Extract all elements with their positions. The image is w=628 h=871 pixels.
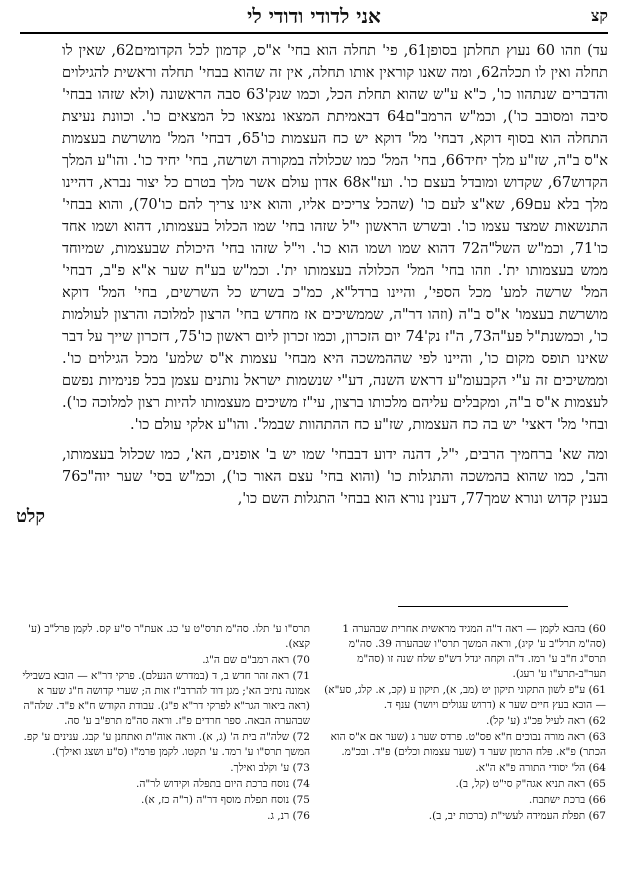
footnote: 61) ע"פ לשון התקוני תיקון יט (מב, א), תיקון ע (קכ, א. קלג, סע"א) — הובא בעץ חיים שער א (דרוש עגולים ויושר) ענף ד. (324, 684, 606, 711)
paragraph-text: ומה שא' ברחמיך הרבים, י"ל, דהנה ידוע דבבחי' שמו יש ב' אופנים, הא', כמו שכלול בעצמותו, והב', כמו שהוא בהמשכה והתגלות כו' (והוא בחי' עצם האור כו'), וכמ"ש בסי' שער יוה"כ76 בענין קדוש ונורא שמך77, דענין נורא הוא בבחי' התגלות השם כו', (62, 447, 608, 507)
footnote: 66) ברכת ישתבח. (528, 794, 606, 806)
paragraph-text: עד) וזהו 60 נעוץ תחלתן בסופן61, פי' תחלה הוא בחי' א"ס, קדמון לכל הקדומים62, שאין לו תחלה ואין לו תכלה62, ומה שאנו קוראין אותו תחלה, אין זה שהוא בבחי' תחלה וראשית להגילוים והדברים שנתהוו כו', כ"א ע"ש שהוא תחלת הכל, וכמו שנק'63 סבה הראשונה (ולא שזהו בבחי' סיבה ומסובב כו'), וכמ"ש הרמב"ם64 דבאמיתת המצאו נמצאו כל המצאים כו'. וכוונת נעיצת התחלה הוא בסוף דוקא, דבחי' מל' דוקא יש כח העצמות כו'65, דבחי' המל' מושרשת בעצמות א"ס ב"ה, שז"ע מלך יחיד66, בחי' המל' כמו שכלולה במקורה ושרשה, בחי' יחיד כו'. והו"ע המלך הקדוש67, שקדוש ומובדל בעצם כו'. ועז"א68 אדון עולם אשר מלך בטרם כל יצור נברא, דהיינו מלך בלא עם69, שא"צ לעם כו' (שהכל צריכים אליו, והוא אינו צריך להם כו'70), והוא בבחי' התנשאות שמצד עצמו כו'. ובשרש הראשון י"ל שזהו בחי' שמו הכלול בעצמותו, דהוא ושמו אחד כו'71, וכמ"ש השל"ה72 דהוא שמו ושמו הוא כו'. וי"ל שזהו בחי' היכולת שבעצמות, שמיוחד ממש בעצמותו ית'. וזהו בחי' המל' הכלולה בעצמותו ית'. וכמ"ש בע"ח שער א"א פ"ב, דבחי' המל' שרשה למע' מכל הספי', והיינו ברדל"א, כמ"כ בשרש כל השרשים, בחי' המל' דוקא מושרשת בעצמו' א"ס ב"ה (וזהו דר"ה, שממשיכים אז מחדש בחי' הרצון למלוכה והרצון לעולמות כו', וכמשנת"ל פע"ה73, ה"ז נק'74 יום הזכרון, וכמו זכרון ליום ראשון כו'75, דזכרון שייך על דבר שאינו תופס מקום כו', והיינו לפי שההמשכה היא מבחי' עצמות א"ס שלמע' מכל הגילוים כו'. וממשיכים זה ע"י הקבעומ"ע דראש השנה, דע"י שנשמות ישראל נותנים עצמן בכל פנימיות נפשם לעצמות א"ס ב"ה, ומקבלים עליהם מלכותו ברצון, עי"ז משיכים מעצמותו להיות רצון למלוכה כו'). ובחי' מל' דאצי' יש בה כח העצמות, שז"ע כח ההתהוות שבמל'. והו"ע אלקי עולם כו'. (62, 43, 609, 433)
footnote: 67) תפלת העמידה לעשי"ת (ברכות יב, ב). (428, 810, 606, 822)
footnote: 76) רנ, ג. (267, 810, 310, 822)
section-paragraph (62, 444, 608, 510)
footnote: 72) שלה"ה בית ה' (ג, א). וראה אוה"ת ואתחנן ע' קבג. ענינים ע' קפ. המשך תרס"ו ע' רמד. ע' תקטו. לקמן פרמ"ו (ס"ע ושצג ואילך). (23, 731, 310, 758)
footnote: 64) הל' יסודי התורה פ"א ה"א. (475, 762, 606, 774)
footnote: 60) בהבא לקמן — ראה ד"ה המגיד מראשית אחרית שבהערה 1 (סה"מ תרל"ב ע' קיג), וראה המשך תרס"ו שבהערה 39. סה"מ תרס"ג ח"ב ע' רמז. ד"ה וקחה יגדל דש"פ שלח שנה זו (סה"מ תער"ב-תרע"ו ע' רעג). (342, 623, 606, 680)
section-paragraph (62, 40, 608, 436)
page-number: קצ (591, 6, 608, 25)
running-header (20, 4, 608, 30)
footnote: 74) נוסח ברכת היום בתפלה וקידוש לר"ה. (136, 778, 310, 790)
footnote: 73) ע' וקלב ואילך. (230, 762, 310, 774)
footnotes-left-column (22, 622, 310, 825)
footnote-rule (398, 606, 568, 607)
footnote: 75) נוסח תפלת מוסף דר"ה (ר"ה כז, א). (141, 794, 310, 806)
main-text (62, 40, 608, 510)
footnote: 62) ראה לעיל פכ"ג (ע' קל). (486, 715, 606, 727)
footnote: 65) ראה תניא אגה"ק סי"ט (קל, ב). (455, 778, 606, 790)
header-rule (20, 32, 608, 34)
section-mark: קלט (16, 506, 45, 527)
footnotes-right-column (324, 622, 606, 825)
footnote: 70) ראה רמב"ם שם ה"ג. (202, 654, 310, 666)
footnote: 63) ראה מורה נבוכים ח"א פס"ט. פרדס שער ג (שער אם א"ס הוא הכתר) פ"א. פלח הרמון שער ד (שער עצמות וכלים) פ"ד. ובכ"מ. (330, 731, 606, 758)
footnote: תרס"ו ע' תלו. סה"מ תרס"ט ע' כג. אעת"ר ס"ע קס. לקמן פרל"ב (ע' קצא). (28, 623, 310, 650)
footnote: 71) ראה זהר חדש ב, ד (במדרש הנעלם). פרקי דר"א — הובא בשבילי אמונה נתיב הא'; מגן דוד להרדב"ז אות ה; שערי קדושה ח"ג שער א (ראה ביאור הגר"א לפרקי דר"א פ"ג). עבודת הקודש ח"א פ"ד. שלה"ה שבהערה הבאה. ספר חרדים פ"ז. וראה סה"מ תרפ"ב ע' סה. (22, 670, 310, 727)
page-title: אני לדודי ודודי לי (247, 4, 381, 28)
